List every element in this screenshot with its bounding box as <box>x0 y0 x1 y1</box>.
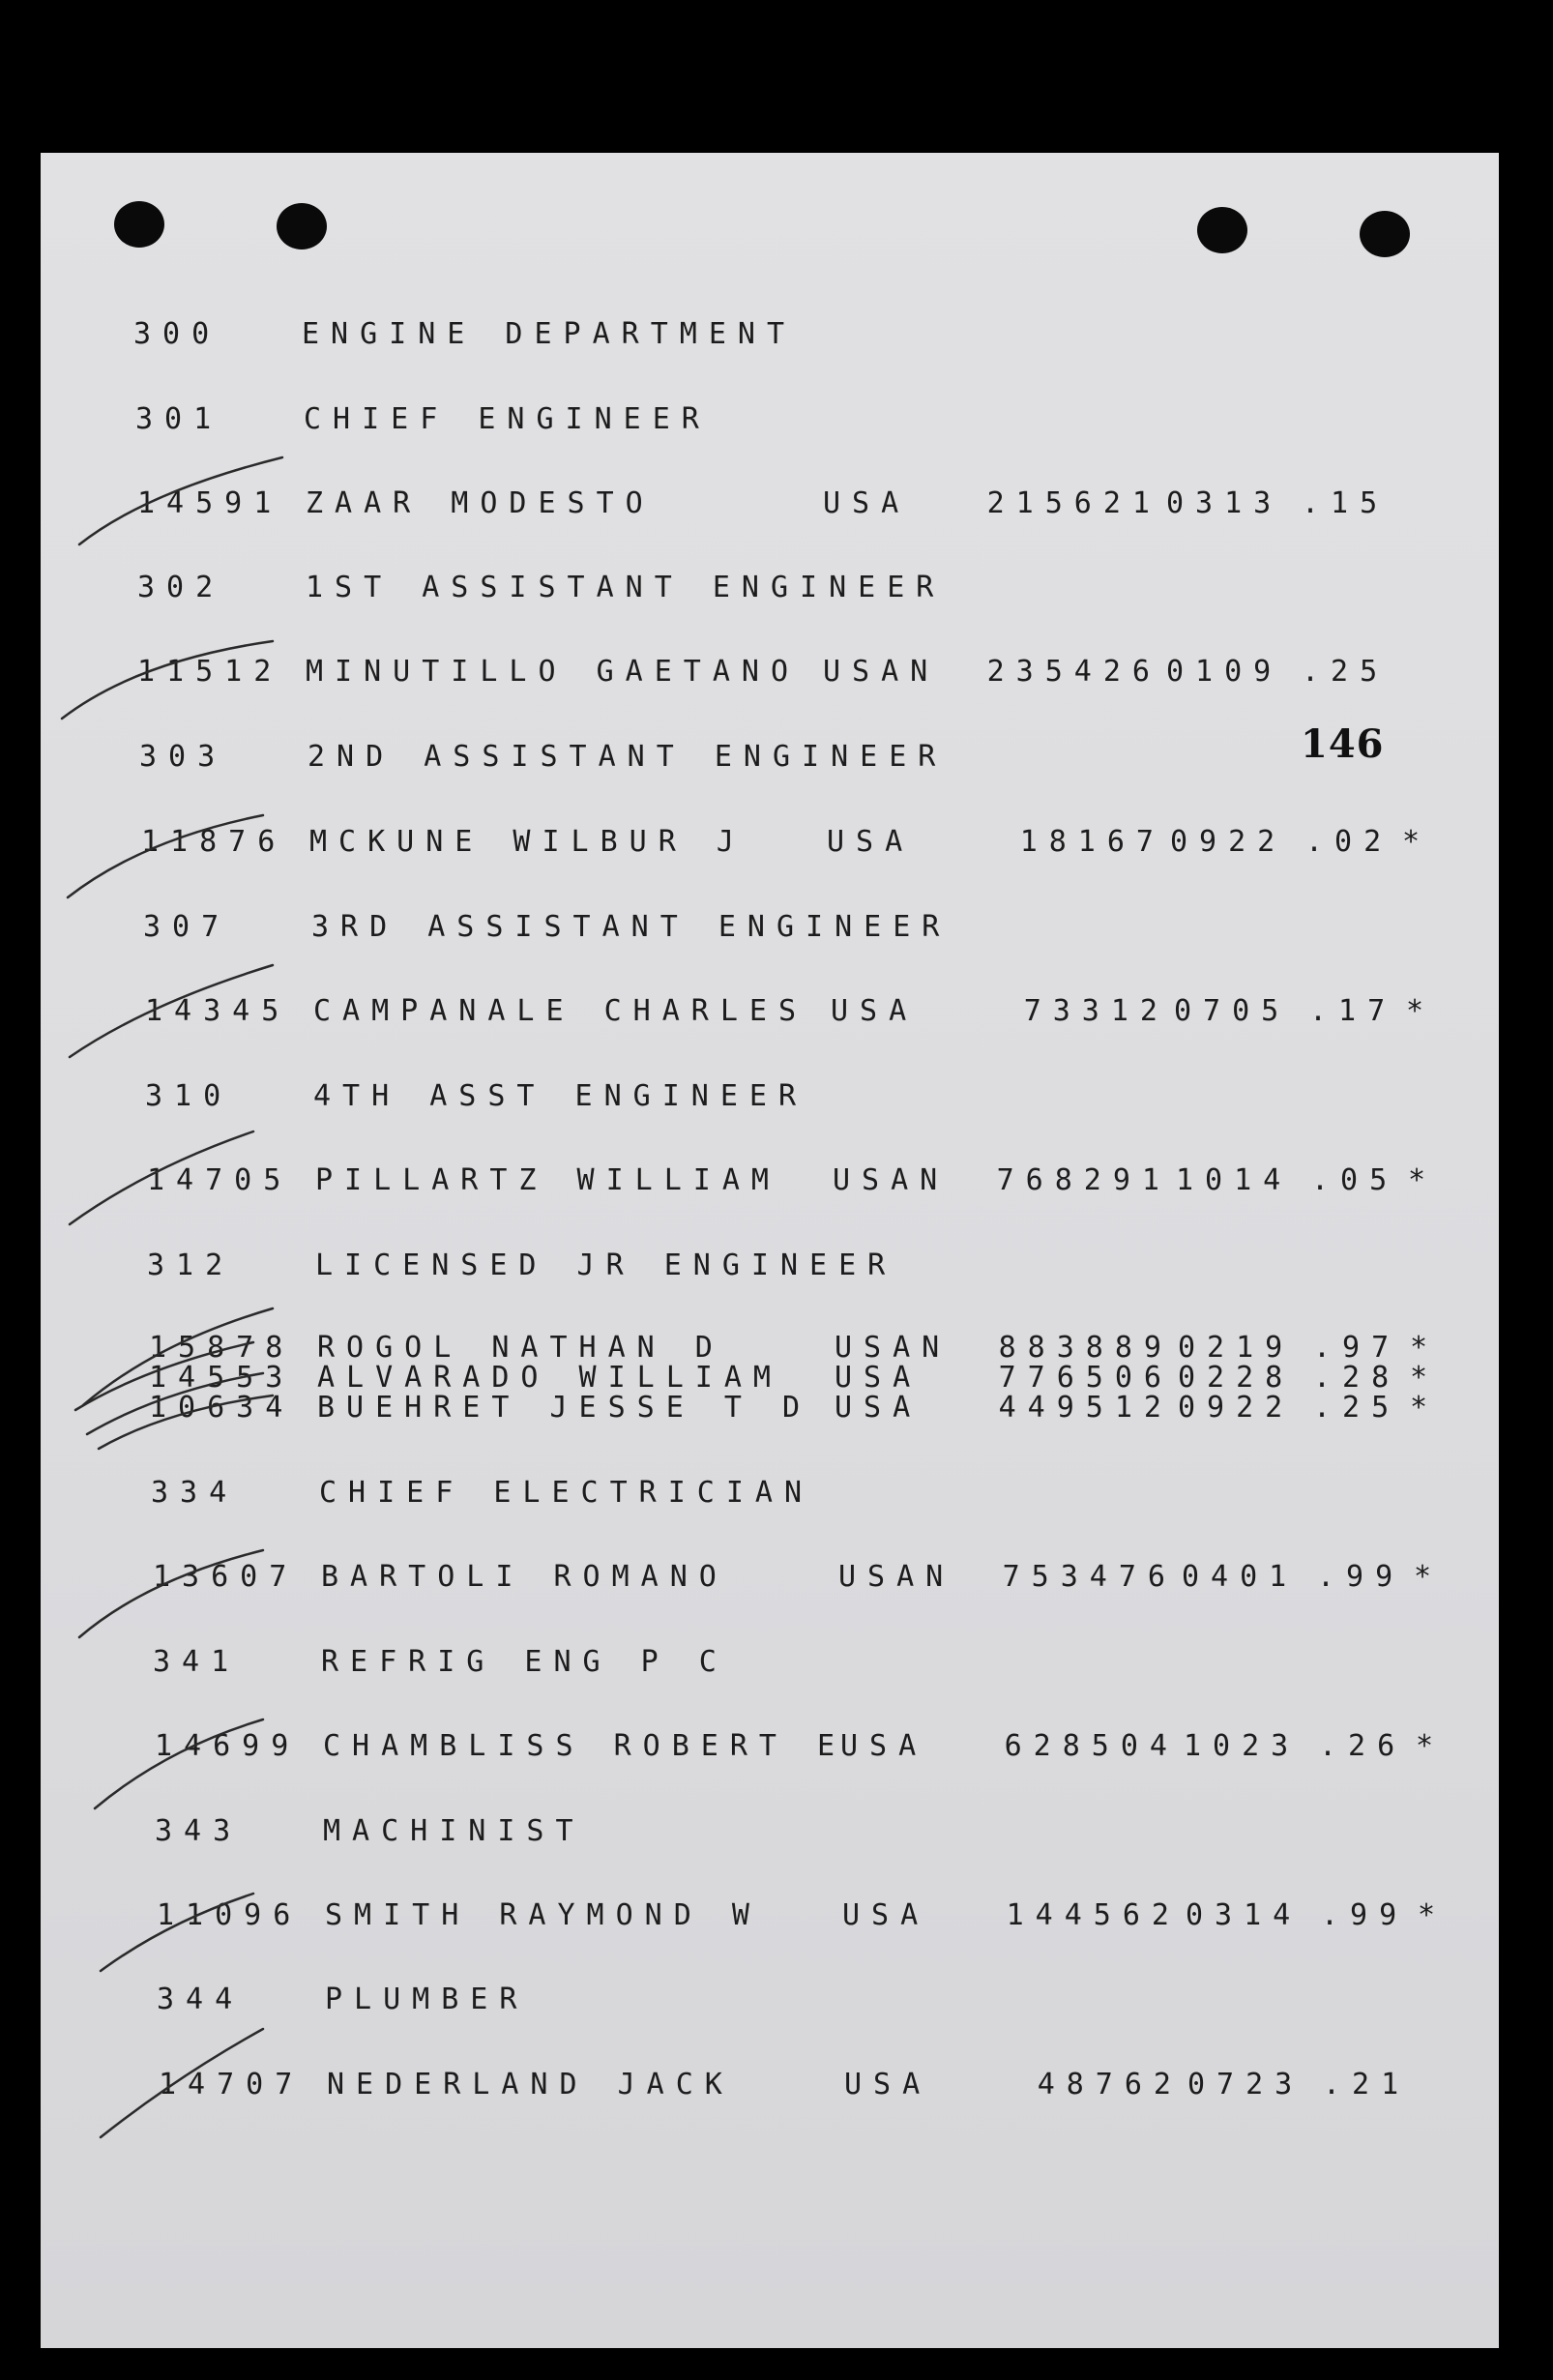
check-mark <box>68 815 263 897</box>
entry-code: 11512 <box>137 655 283 689</box>
entry-code: 14707 <box>159 2068 305 2101</box>
rating-title: ENGINE DEPARTMENT <box>302 317 797 351</box>
document-number: 235426 <box>986 655 1161 689</box>
date-code: 0723 <box>1187 2068 1304 2101</box>
date-code: 0922 <box>1170 825 1287 859</box>
nationality: USA <box>831 994 919 1028</box>
rating-title: CHIEF ELECTRICIAN <box>319 1476 814 1510</box>
date-code: 1014 <box>1176 1163 1293 1197</box>
crew-name: BUEHRET JESSE T D <box>317 1391 812 1425</box>
entry-code: 344 <box>157 1983 245 2016</box>
rating-title: 3RD ASSISTANT ENGINEER <box>311 910 952 944</box>
document-number: 449512 <box>998 1391 1173 1425</box>
document-number: 18167 <box>1019 825 1165 859</box>
nationality: USAN <box>835 1331 952 1365</box>
check-mark <box>62 641 273 719</box>
asterisk-mark: * <box>1410 1391 1440 1425</box>
asterisk-mark: * <box>1406 994 1436 1028</box>
check-mark <box>75 1342 253 1410</box>
entry-code: 10634 <box>149 1391 295 1425</box>
document-number: 883889 <box>998 1331 1173 1365</box>
entry-code: 302 <box>137 571 225 604</box>
pencil-check-marks <box>41 153 1499 2348</box>
document-number: 48762 <box>1037 2068 1183 2101</box>
asterisk-mark: * <box>1410 1331 1440 1365</box>
entry-code: 310 <box>145 1079 233 1113</box>
value: .17 <box>1309 994 1397 1028</box>
rating-title: 2ND ASSISTANT ENGINEER <box>308 740 948 774</box>
document-number: 768291 <box>996 1163 1171 1197</box>
crew-name: MINUTILLO GAETANO <box>306 655 801 689</box>
date-code: 0705 <box>1174 994 1291 1028</box>
crew-name: ALVARADO WILLIAM <box>317 1361 782 1395</box>
crew-name: ZAAR MODESTO <box>306 486 655 520</box>
entry-code: 11096 <box>157 1898 303 1932</box>
entry-code: 11876 <box>141 825 287 859</box>
entry-code: 307 <box>143 910 231 944</box>
date-code: 1023 <box>1184 1729 1301 1763</box>
entry-code: 303 <box>139 740 227 774</box>
check-mark <box>79 1550 263 1637</box>
rating-title: PLUMBER <box>325 1983 529 2016</box>
document-number: 776506 <box>998 1361 1173 1395</box>
document-number: 144562 <box>1006 1898 1181 1932</box>
entry-code: 14345 <box>145 994 291 1028</box>
nationality: USA <box>835 1391 923 1425</box>
asterisk-mark: * <box>1414 1560 1444 1594</box>
date-code: 0313 <box>1166 486 1283 520</box>
entry-code: 15878 <box>149 1331 295 1365</box>
entry-code: 343 <box>155 1814 243 1848</box>
check-mark <box>101 1894 253 1971</box>
nationality: USA <box>844 2068 932 2101</box>
rating-title: LICENSED JR ENGINEER <box>315 1249 897 1282</box>
crew-name: BARTOLI ROMANO <box>321 1560 728 1594</box>
rating-title: REFRIG ENG P C <box>321 1645 728 1679</box>
entry-code: 334 <box>151 1476 239 1510</box>
check-mark <box>70 965 273 1057</box>
value: .99 <box>1317 1560 1405 1594</box>
document-number: 73312 <box>1023 994 1169 1028</box>
value: .25 <box>1302 655 1390 689</box>
asterisk-mark: * <box>1410 1361 1440 1395</box>
crew-name: SMITH RAYMOND W <box>325 1898 761 1932</box>
asterisk-mark: * <box>1402 825 1432 859</box>
rating-title: MACHINIST <box>323 1814 585 1848</box>
rating-title: 4TH ASST ENGINEER <box>313 1079 808 1113</box>
check-mark <box>101 2029 263 2137</box>
date-code: 0228 <box>1178 1361 1295 1395</box>
asterisk-mark: * <box>1408 1163 1438 1197</box>
entry-code: 14699 <box>155 1729 301 1763</box>
value: .97 <box>1313 1331 1401 1365</box>
document-number: 628504 <box>1004 1729 1179 1763</box>
date-code: 0219 <box>1178 1331 1295 1365</box>
nationality: USAN <box>833 1163 950 1197</box>
date-code: 0109 <box>1166 655 1283 689</box>
entry-code: 300 <box>133 317 221 351</box>
document-page <box>41 153 1499 2348</box>
crew-name: MCKUNE WILBUR J <box>309 825 746 859</box>
date-code: 0401 <box>1182 1560 1299 1594</box>
asterisk-mark: * <box>1416 1729 1446 1763</box>
entry-code: 13607 <box>153 1560 299 1594</box>
check-mark <box>70 1131 253 1224</box>
rating-title: 1ST ASSISTANT ENGINEER <box>306 571 946 604</box>
value: .99 <box>1321 1898 1409 1932</box>
page-number: 146 <box>1301 721 1385 767</box>
crew-name: ROGOL NATHAN D <box>317 1331 724 1365</box>
value: .26 <box>1319 1729 1407 1763</box>
document-number: 753476 <box>1002 1560 1177 1594</box>
crew-name: CHAMBLISS ROBERT E <box>323 1729 847 1763</box>
nationality: USA <box>827 825 915 859</box>
nationality: USA <box>840 1729 928 1763</box>
check-mark <box>79 457 282 544</box>
rating-title: CHIEF ENGINEER <box>304 402 711 436</box>
value: .15 <box>1302 486 1390 520</box>
nationality: USAN <box>823 655 940 689</box>
value: .02 <box>1305 825 1393 859</box>
nationality: USA <box>835 1361 923 1395</box>
asterisk-mark: * <box>1418 1898 1448 1932</box>
entry-code: 14591 <box>137 486 283 520</box>
crew-name: NEDERLAND JACK <box>327 2068 734 2101</box>
nationality: USAN <box>838 1560 955 1594</box>
entry-code: 14705 <box>147 1163 293 1197</box>
date-code: 0922 <box>1178 1391 1295 1425</box>
crew-name: CAMPANALE CHARLES <box>313 994 808 1028</box>
value: .25 <box>1313 1391 1401 1425</box>
nationality: USA <box>823 486 911 520</box>
entry-code: 301 <box>135 402 223 436</box>
value: .21 <box>1323 2068 1411 2101</box>
value: .28 <box>1313 1361 1401 1395</box>
document-number: 215621 <box>986 486 1161 520</box>
check-mark <box>99 1396 273 1449</box>
date-code: 0314 <box>1186 1898 1303 1932</box>
nationality: USA <box>842 1898 930 1932</box>
check-mark <box>95 1719 263 1808</box>
entry-code: 341 <box>153 1645 241 1679</box>
value: .05 <box>1311 1163 1399 1197</box>
entry-code: 312 <box>147 1249 235 1282</box>
entry-code: 14553 <box>149 1361 295 1395</box>
crew-name: PILLARTZ WILLIAM <box>315 1163 780 1197</box>
